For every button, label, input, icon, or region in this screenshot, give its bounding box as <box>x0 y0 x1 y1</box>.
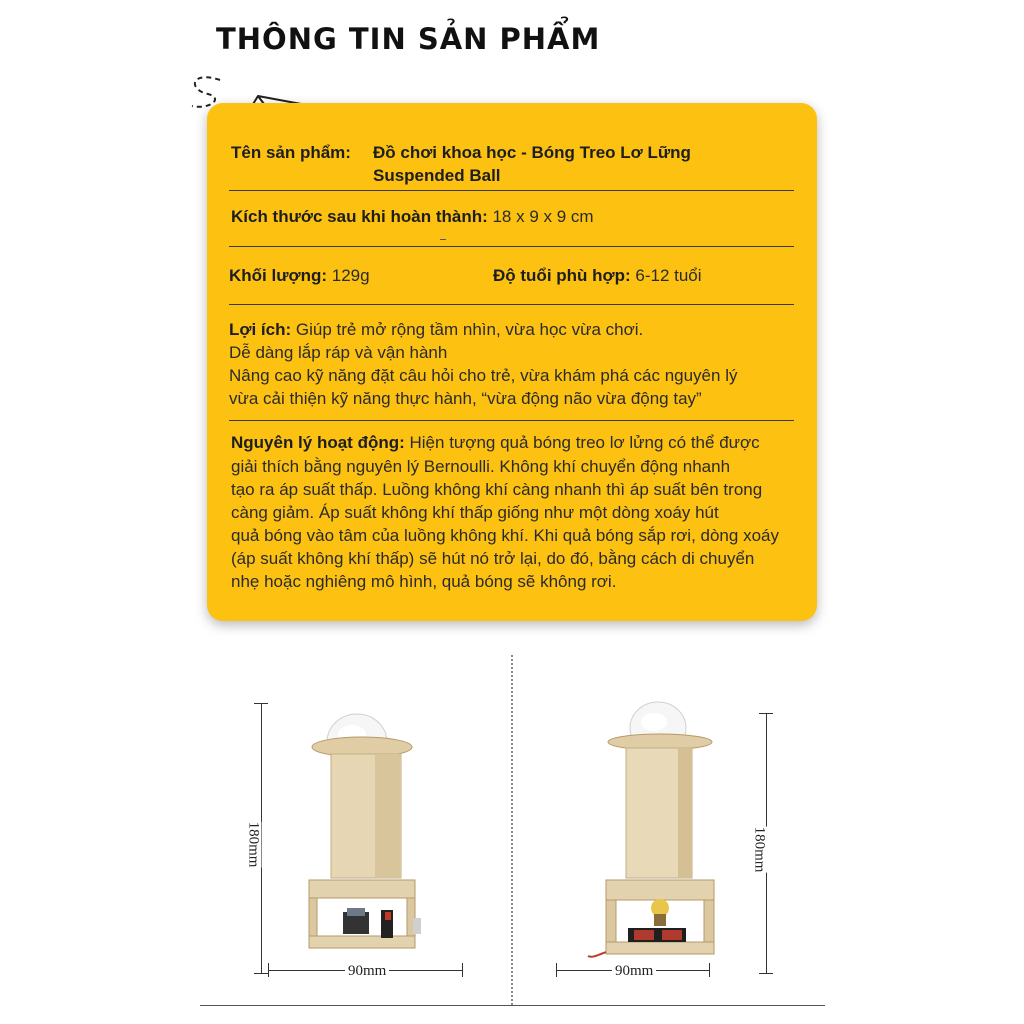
divider <box>229 420 794 421</box>
stray-mark <box>440 239 446 240</box>
product-name-value: Đồ chơi khoa học - Bóng Treo Lơ Lững <box>373 143 691 162</box>
product-name-english: Suspended Ball <box>373 166 501 185</box>
principle-line-7: nhẹ hoặc nghiêng mô hình, quả bóng sẽ không rơi. <box>231 572 617 591</box>
principle-line-2: giải thích bằng nguyên lý Bernoulli. Không khí chuyển động nhanh <box>231 457 731 476</box>
age-row: Độ tuổi phù hợp: 6-12 tuổi <box>493 266 702 285</box>
width-label-left: 90mm <box>345 963 389 980</box>
section-title: THÔNG TIN SẢN PHẨM <box>216 22 601 56</box>
dimension-tick <box>254 973 268 974</box>
size-row: Kích thước sau khi hoàn thành: 18 x 9 x 9 cm <box>231 207 594 226</box>
divider <box>229 190 794 191</box>
dimension-tick <box>254 703 268 704</box>
divider <box>229 246 794 247</box>
principle-line-3: tạo ra áp suất thấp. Luồng không khí càng nhanh thì áp suất bên trong <box>231 480 763 499</box>
dimension-tick <box>556 963 557 977</box>
benefit-line-3: Nâng cao kỹ năng đặt câu hỏi cho trẻ, vừa khám phá các nguyên lý <box>229 366 738 385</box>
product-photo-front <box>225 690 525 990</box>
dimension-tick <box>268 963 269 977</box>
principle-line-5: quả bóng vào tâm của luồng không khí. Khi quả bóng sắp rơi, dòng xoáy <box>231 526 779 545</box>
product-name-label: Tên sản phẩm: <box>231 143 351 162</box>
principle-line-6: (áp suất không khí thấp) sẽ hút nó trở lại, do đó, bằng cách di chuyển <box>231 549 755 568</box>
principle-line-1: Nguyên lý hoạt động: Hiện tượng quả bóng treo lơ lửng có thể được <box>231 433 760 452</box>
benefit-line-2: Dễ dàng lắp ráp và vận hành <box>229 343 448 362</box>
weight-row: Khối lượng: 129g <box>229 266 370 285</box>
dimension-tick <box>759 973 773 974</box>
dimension-tick <box>462 963 463 977</box>
principle-line-4: càng giảm. Áp suất không khí thấp giống như một dòng xoáy hút <box>231 503 719 522</box>
width-label-right: 90mm <box>612 963 656 980</box>
benefit-line-1: Lợi ích: Giúp trẻ mở rộng tầm nhìn, vừa học vừa chơi. <box>229 320 644 339</box>
dimension-tick <box>709 963 710 977</box>
dimension-tick <box>759 713 773 714</box>
height-label-left: 180mm <box>245 821 262 868</box>
bottom-divider <box>200 1005 825 1006</box>
divider <box>229 304 794 305</box>
product-info-card <box>207 103 817 621</box>
height-label-right: 180mm <box>751 826 768 873</box>
benefit-line-4: vừa cải thiện kỹ năng thực hành, “vừa động não vừa động tay” <box>229 389 702 408</box>
